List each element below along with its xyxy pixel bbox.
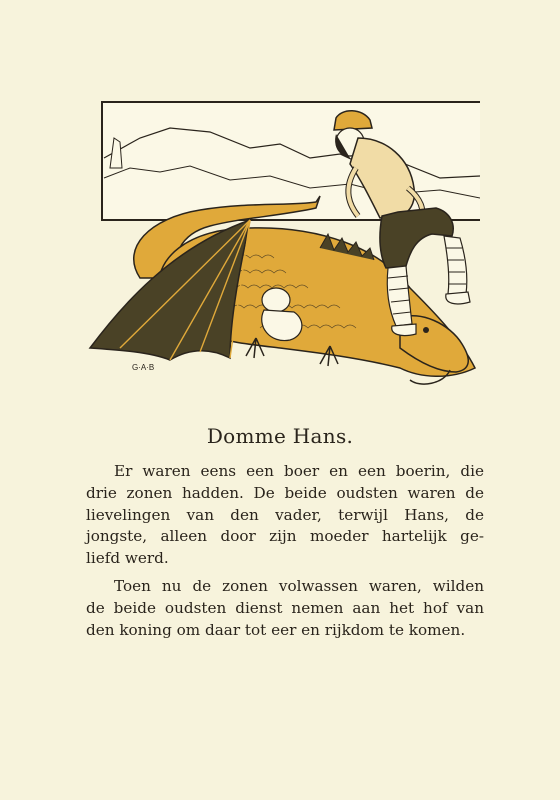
text-line: liefd werd. <box>86 549 169 568</box>
text-line: jongste, alleen door zijn moeder hartelijk ge- <box>86 527 484 546</box>
text-line: Er waren eens een boer en een boerin, die <box>114 462 484 480</box>
text-line: drie zonen hadden. De beide oudsten waren de <box>86 483 484 502</box>
paragraph-1 <box>86 461 484 570</box>
story-text <box>86 461 484 641</box>
dragon-illustration <box>80 98 480 390</box>
story-title: Domme Hans. <box>206 424 354 448</box>
text-line: de beide oudsten dienst nemen aan het hof van <box>86 598 484 617</box>
illustration-signature: G·A·B <box>132 363 155 372</box>
text-line: den koning om daar tot eer en rijkdom te komen. <box>86 620 466 639</box>
text-line: Toen nu de zonen volwassen waren, wilden <box>114 576 484 595</box>
text-line: lievelingen van den vader, terwijl Hans, de <box>86 505 484 524</box>
paragraph-2 <box>86 576 484 641</box>
